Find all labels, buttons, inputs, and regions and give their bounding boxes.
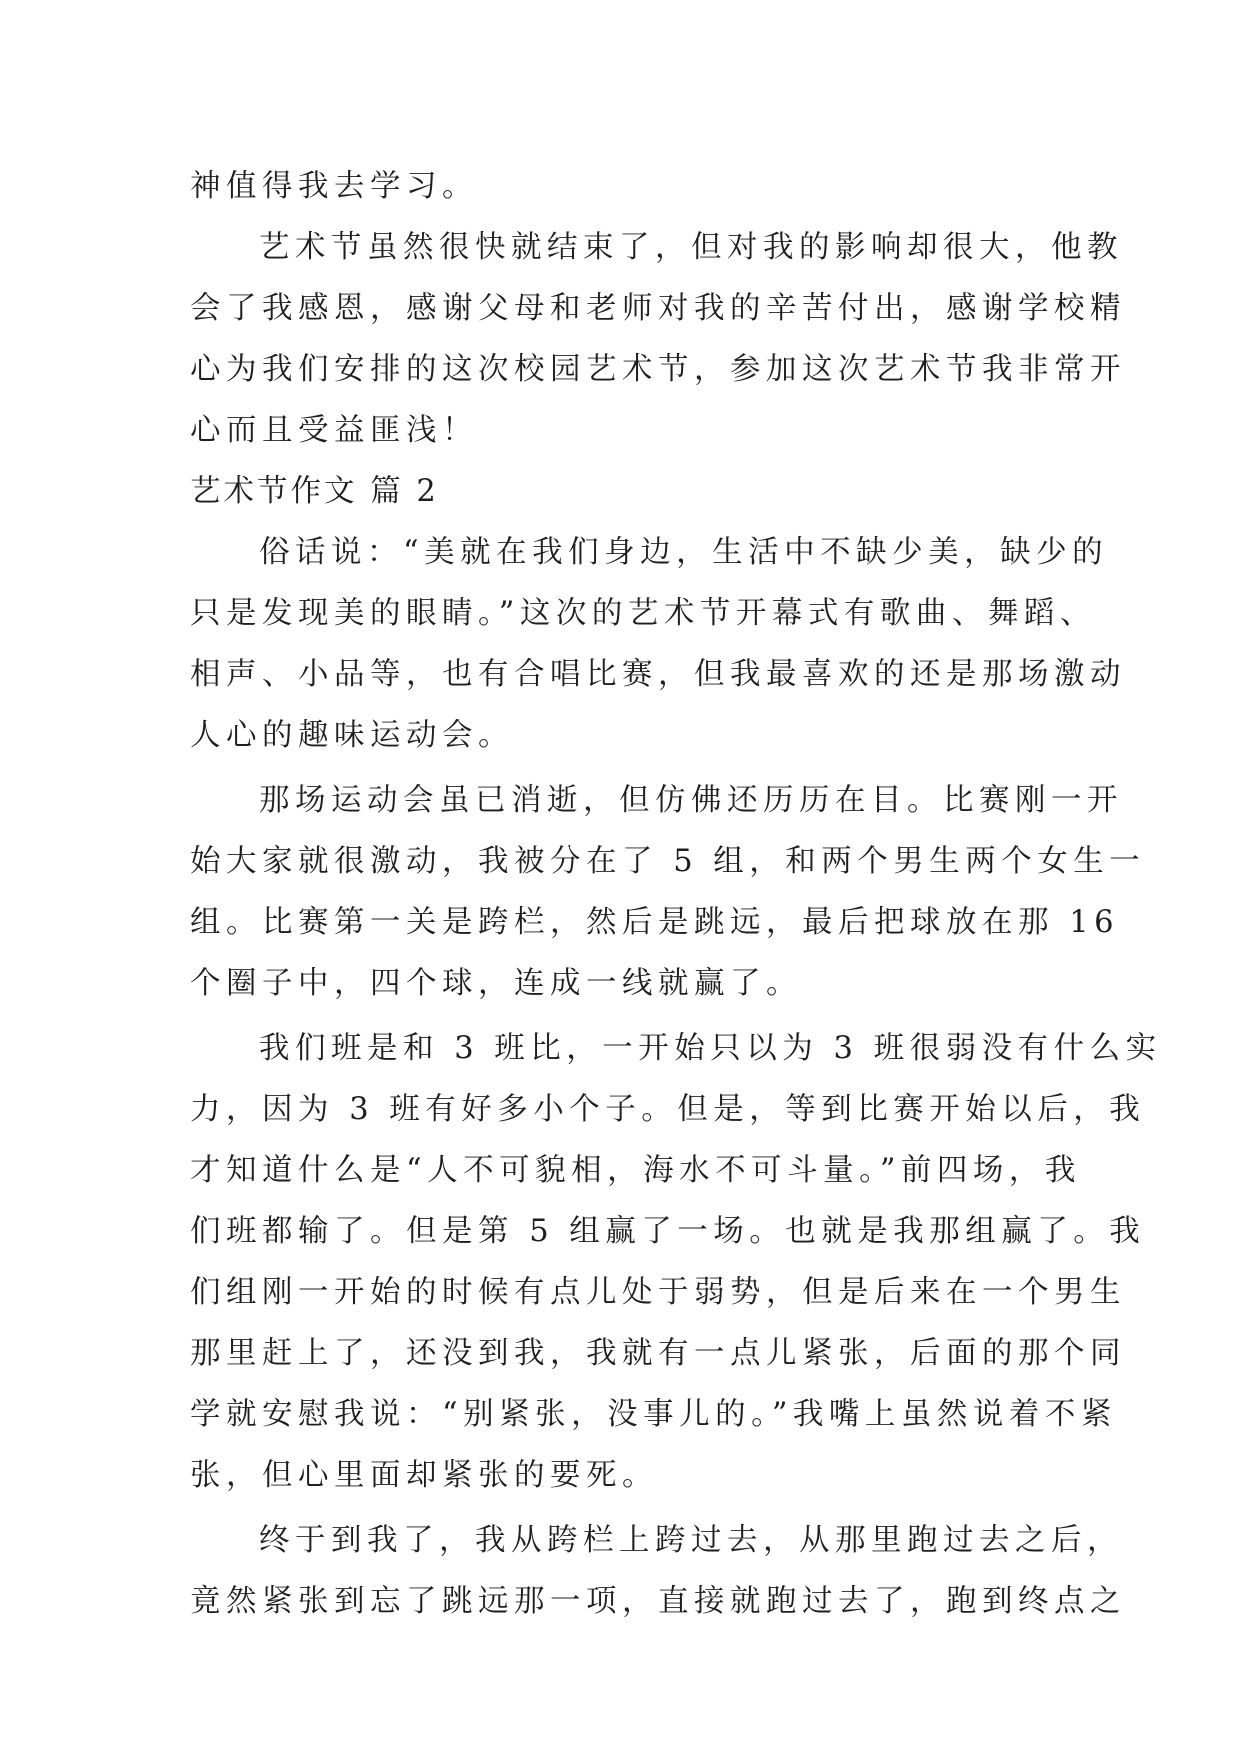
text-line: 个圈子中，四个球，连成一线就赢了。 <box>190 966 802 1001</box>
text-line: 始大家就很激动，我被分在了 5 组，和两个男生两个女生一 <box>190 844 1146 879</box>
paragraph <box>190 217 1126 461</box>
paragraph <box>190 1018 1162 1506</box>
text-line: 会了我感恩，感谢父母和老师对我的辛苦付出，感谢学校精 <box>190 291 1126 326</box>
text-line: 相声、小品等，也有合唱比赛，但我最喜欢的还是那场激动 <box>190 657 1126 692</box>
text-line: 俗话说：“美就在我们身边，生活中不缺少美，缺少的 <box>259 535 1109 570</box>
text-line: 只是发现美的眼睛。”这次的艺术节开幕式有歌曲、舞蹈、 <box>190 596 1096 631</box>
text-line: 才知道什么是“人不可貌相，海水不可斗量。”前四场，我 <box>190 1153 1081 1188</box>
text-line: 我们班是和 3 班比，一开始只以为 3 班很弱没有什么实 <box>259 1031 1162 1066</box>
text-line: 组。比赛第一关是跨栏，然后是跳远，最后把球放在那 16 <box>190 905 1120 940</box>
paragraph <box>190 522 1126 766</box>
text-line: 心为我们安排的这次校园艺术节，参加这次艺术节我非常开 <box>190 352 1126 387</box>
text-line: 那场运动会虽已消逝，但仿佛还历历在目。比赛刚一开 <box>259 783 1123 818</box>
section-heading <box>190 461 1052 522</box>
text-line: 心而且受益匪浅！ <box>190 413 478 448</box>
text-line: 张，但心里面却紧张的要死。 <box>190 1458 658 1493</box>
text-line: 艺术节虽然很快就结束了，但对我的影响却很大，他教 <box>259 230 1123 265</box>
text-line: 终于到我了，我从跨栏上跨过去，从那里跑过去之后， <box>259 1523 1123 1558</box>
text-line: 们组刚一开始的时候有点儿处于弱势，但是后来在一个男生 <box>190 1275 1126 1310</box>
paragraph-continuation <box>190 156 1052 217</box>
paragraph <box>190 770 1146 1014</box>
text-line: 学就安慰我说：“别紧张，没事儿的。”我嘴上虽然说着不紧 <box>190 1397 1117 1432</box>
text-line: 那里赶上了，还没到我，我就有一点儿紧张，后面的那个同 <box>190 1336 1126 1371</box>
heading-text: 艺术节作文 篇 2 <box>190 474 439 509</box>
paragraph <box>190 1510 1126 1632</box>
text-line: 竟然紧张到忘了跳远那一项，直接就跑过去了，跑到终点之 <box>190 1584 1126 1619</box>
text-line: 人心的趣味运动会。 <box>190 718 514 753</box>
text-line: 神值得我去学习。 <box>190 169 478 204</box>
document-body <box>190 156 1162 1632</box>
text-line: 力，因为 3 班有好多小个子。但是，等到比赛开始以后，我 <box>190 1092 1146 1127</box>
text-line: 们班都输了。但是第 5 组赢了一场。也就是我那组赢了。我 <box>190 1214 1146 1249</box>
